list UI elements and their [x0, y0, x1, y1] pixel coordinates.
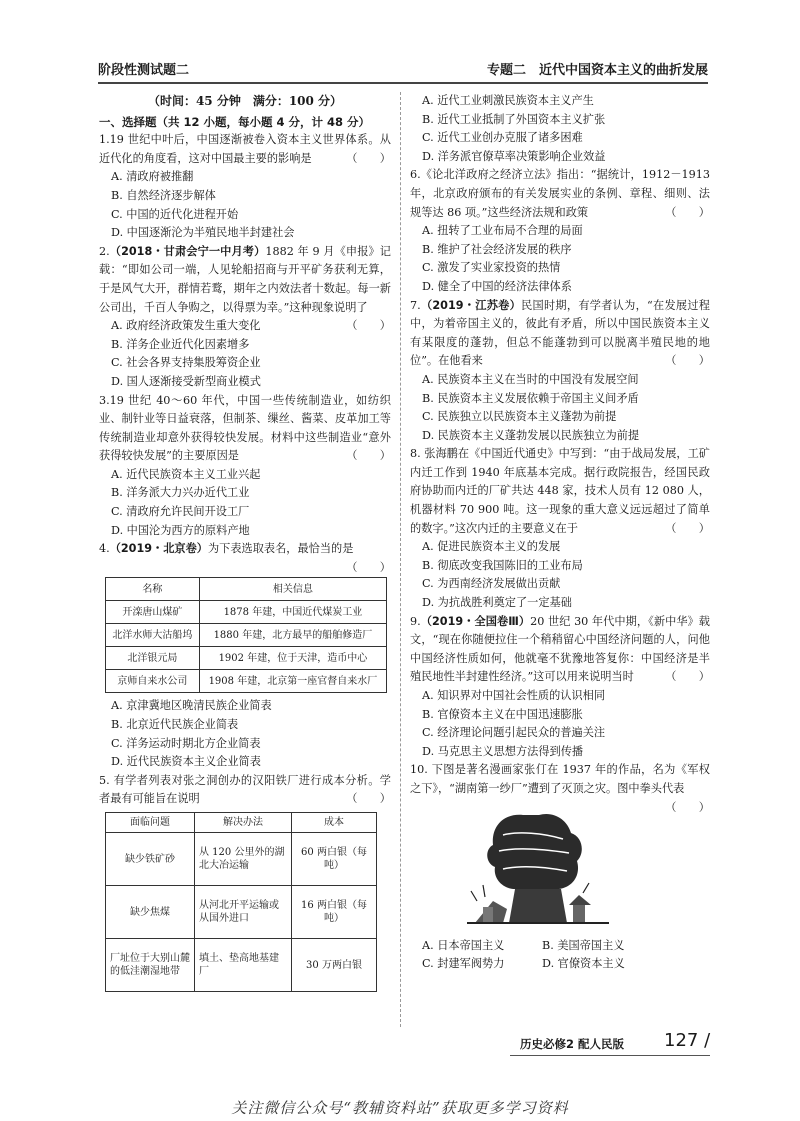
page-number: 127 /	[664, 1030, 711, 1051]
footer-rule	[510, 1055, 710, 1056]
question-5	[99, 772, 391, 992]
question-number: 7.	[410, 298, 421, 312]
option-a: A. 京津冀地区晚清民族企业简表	[111, 699, 272, 713]
option-d: D. 官僚资本主义	[542, 957, 625, 971]
table-cell: 1908 年建，北京第一座官督自来水厂	[199, 670, 386, 693]
option-c: C. 清政府允许民间开设工厂	[111, 505, 250, 519]
answer-paren: （ ）	[665, 521, 710, 535]
table-cell: 16 两白银（每吨）	[292, 886, 377, 939]
option-grid	[410, 937, 710, 974]
question-10	[410, 761, 710, 973]
table-header-row	[106, 813, 377, 833]
book-edition-label: 历史必修2 配人民版	[520, 1037, 625, 1051]
option-d: D. 民族资本主义蓬勃发展以民族独立为前提	[422, 428, 640, 442]
option-a: A. 知识界对中国社会性质的认识相同	[422, 689, 606, 702]
answer-paren: （ ）	[346, 560, 391, 574]
option-c: C. 激发了实业家投资的热情	[422, 261, 561, 275]
option-c: C. 为西南经济发展做出贡献	[422, 577, 561, 591]
answer-paren: （ ）	[346, 792, 391, 806]
question-stem: 1.19 世纪中叶后，中国逐渐被卷入资本主义世界体系。从近代化的角度看，这对中国最主要的影响是	[99, 133, 391, 165]
table-row	[106, 601, 387, 624]
table-header-cell: 解决办法	[195, 813, 292, 833]
table-cell: 1880 年建，北方最早的船舶修造厂	[199, 624, 386, 647]
option-a: A. 近代工业刺激民族资本主义产生	[422, 94, 594, 107]
option-d: D. 国人逐渐接受新型商业模式	[111, 374, 261, 388]
right-column	[410, 92, 710, 974]
option-b: B. 北京近代民族企业简表	[111, 718, 239, 732]
table-row	[106, 624, 387, 647]
table-cell: 1878 年建，中国近代煤炭工业	[199, 601, 386, 624]
answer-paren: （ ）	[665, 800, 710, 814]
table-cell: 从 120 公里外的湖北大冶运输	[195, 833, 292, 886]
enterprise-table	[105, 577, 387, 693]
table-cell: 填土、垫高地基建厂	[195, 939, 292, 992]
question-stem: 6.《论北洋政府之经济立法》指出：“据统计，1912－1913 年，北京政府颁布的有关发展实业的条例、章程、细则、法规等达 86 项。”这些经济法规和政策	[410, 168, 710, 219]
page-header	[98, 60, 708, 84]
table-row	[106, 647, 387, 670]
option-b: B. 美国帝国主义	[542, 938, 625, 952]
answer-paren: （ ）	[665, 354, 710, 368]
option-d: D. 中国沦为西方的原料产地	[111, 523, 250, 537]
question-stem: 3.19 世纪 40～60 年代，中国一些传统制造业，如纺织业、制针业等日益衰落，但制茶、缫丝、酱菜、皮革加工等传统制造业却意外获得较快发展。材料中这些制造业“意外获得较快发展”的主要原因是	[99, 393, 391, 463]
option-c: C. 经济理论问题引起民众的普遍关注	[422, 726, 606, 740]
question-stem: 5. 有学者列表对张之洞创办的汉阳铁厂进行成本分析。学者最有可能旨在说明	[99, 773, 391, 806]
table-cell: 北洋银元局	[106, 647, 200, 670]
question-stem: 1882 年 9 月《申报》记载：“即如公司一端，人见轮船招商与开平矿务获利无算，于是风气大开，群情若鹜，期年之内效法者十数起。每一新公司出，千百人争购之，以得票为幸。”这种现象说明了	[99, 244, 391, 314]
question-6	[410, 166, 710, 296]
option-c: C. 近代工业创办克服了诸多困难	[422, 131, 583, 145]
table-header-row	[106, 578, 387, 601]
option-b: B. 自然经济逐步解体	[111, 188, 216, 202]
option-d: D. 马克思主义思想方法得到传播	[422, 744, 584, 758]
source-tag: （2019・全国卷Ⅲ）	[420, 614, 531, 628]
table-cell: 1902 年建，位于天津，造币中心	[199, 647, 386, 670]
question-stem: 为下表选取表名，最恰当的是	[207, 542, 354, 556]
table-header-cell: 相关信息	[199, 578, 386, 601]
left-column	[99, 92, 391, 996]
question-stem: 20 世纪 30 年代中期，《新中华》载文，“现在你随便拉住一个稍稍留心中国经济问题的人，问他中国经济性质如何，他就毫不犹豫地答复你：中国经济是半殖民地性半封建性经济。”这可以用来说明当时	[410, 614, 710, 684]
question-4	[99, 540, 391, 772]
answer-paren: （ ）	[665, 205, 710, 219]
option-d: D. 为抗战胜利奠定了一定基础	[422, 596, 572, 610]
source-tag: （2018・甘肃会宁一中月考）	[109, 244, 266, 258]
question-number: 9.	[410, 614, 421, 628]
table-row	[106, 670, 387, 693]
section-heading: 一、选择题（共 12 小题，每小题 4 分，计 48 分）	[99, 114, 371, 129]
answer-paren: （ ）	[346, 449, 391, 463]
question-stem: 民国时期，有学者认为，“在发展过程中，为着帝国主义的，彼此有矛盾，所以中国民族资本主义有某限度的蓬勃，但总不能蓬勃到可以脱离半殖民地的地位”。在他看来	[410, 298, 710, 368]
test-title: 阶段性测试题二	[98, 63, 190, 78]
option-a: A. 近代民族资本主义工业兴起	[111, 467, 261, 481]
option-d: D. 洋务派官僚草率决策影响企业效益	[422, 149, 606, 163]
answer-paren: （ ）	[665, 670, 710, 684]
table-header-cell: 成本	[292, 813, 377, 833]
question-1	[99, 131, 391, 243]
handwritten-watermark: 关注微信公众号“教辅资料站”获取更多学习资料	[231, 1099, 569, 1117]
option-b: B. 维护了社会经济发展的秩序	[422, 242, 572, 256]
table-row	[106, 939, 377, 992]
option-d: D. 健全了中国的经济法律体系	[422, 279, 572, 293]
cost-table	[105, 812, 377, 992]
table-cell: 京师自来水公司	[106, 670, 200, 693]
chapter-title: 专题二 近代中国资本主义的曲折发展	[486, 63, 708, 78]
question-9	[410, 613, 710, 762]
option-b: B. 彻底改变我国陈旧的工业布局	[422, 558, 583, 572]
source-tag: （2019・江苏卷）	[420, 298, 522, 312]
table-cell: 缺少焦煤	[106, 886, 195, 939]
option-b: B. 民族资本主义发展依赖于帝国主义间矛盾	[422, 391, 639, 405]
question-7	[410, 297, 710, 446]
table-cell: 缺少铁矿砂	[106, 833, 195, 886]
option-a: A. 促进民族资本主义的发展	[422, 540, 561, 554]
question-2	[99, 243, 391, 392]
table-header-cell: 名称	[106, 578, 200, 601]
source-tag: （2019・北京卷）	[109, 542, 208, 556]
question-number: 4.	[99, 542, 110, 556]
option-a: A. 政府经济政策发生重大变化	[111, 319, 261, 333]
table-cell: 从河北开平运输或从国外进口	[195, 886, 292, 939]
time-score-info: （时间：45 分钟 满分：100 分）	[147, 94, 343, 108]
table-header-cell: 面临问题	[106, 813, 195, 833]
question-stem: 10. 下图是著名漫画家张仃在 1937 年的作品，名为《军权之下》，“湖南第一纱厂”遭到了灭顶之灾。图中拳头代表	[410, 763, 710, 795]
question-5-options	[410, 92, 710, 166]
question-number: 2.	[99, 244, 110, 258]
table-cell: 30 万两白银	[292, 939, 377, 992]
answer-paren: （ ）	[346, 151, 391, 165]
fist-cartoon-illustration	[463, 805, 613, 933]
option-c: C. 民族独立以民族资本主义蓬勃为前提	[422, 410, 617, 424]
answer-paren: （ ）	[346, 319, 391, 333]
option-a: A. 清政府被推翻	[111, 170, 194, 184]
option-c: C. 封建军阀势力	[422, 957, 505, 971]
option-c: C. 中国的近代化进程开始	[111, 207, 239, 221]
option-b: B. 近代工业抵制了外国资本主义扩张	[422, 112, 606, 126]
table-cell: 开滦唐山煤矿	[106, 601, 200, 624]
table-row	[106, 886, 377, 939]
option-a: A. 扭转了工业布局不合理的局面	[422, 224, 583, 238]
column-divider	[400, 92, 401, 1027]
option-c: C. 洋务运动时期北方企业简表	[111, 736, 261, 750]
option-b: B. 洋务派大力兴办近代工业	[111, 486, 250, 500]
option-a: A. 日本帝国主义	[422, 938, 505, 952]
option-b: B. 洋务企业近代化因素增多	[111, 337, 250, 351]
table-cell: 厂址位于大别山麓的低洼潮湿地带	[106, 939, 195, 992]
question-8	[410, 445, 710, 612]
table-row	[106, 833, 377, 886]
question-3	[99, 392, 391, 541]
option-a: A. 民族资本主义在当时的中国没有发展空间	[422, 372, 639, 386]
table-cell: 60 两白银（每吨）	[292, 833, 377, 886]
option-c: C. 社会各界支持集股筹资企业	[111, 356, 261, 370]
question-stem: 8. 张海鹏在《中国近代通史》中写到：“由于战局发展，工矿内迁工作到 1940 年底基本完成。据行政院报告，经国民政府协助而内迁的厂矿共达 448 家，技术人员有 12 080 人，机器材料 70 900 吨。这一现象的重大意义远远超过了简单的数字。”这次内迁的主要意义在于	[410, 447, 710, 535]
option-b: B. 官僚资本主义在中国迅速膨胀	[422, 707, 583, 721]
option-d: D. 近代民族资本主义企业简表	[111, 755, 261, 769]
option-d: D. 中国逐渐沦为半殖民地半封建社会	[111, 226, 295, 240]
table-cell: 北洋水师大沽船坞	[106, 624, 200, 647]
